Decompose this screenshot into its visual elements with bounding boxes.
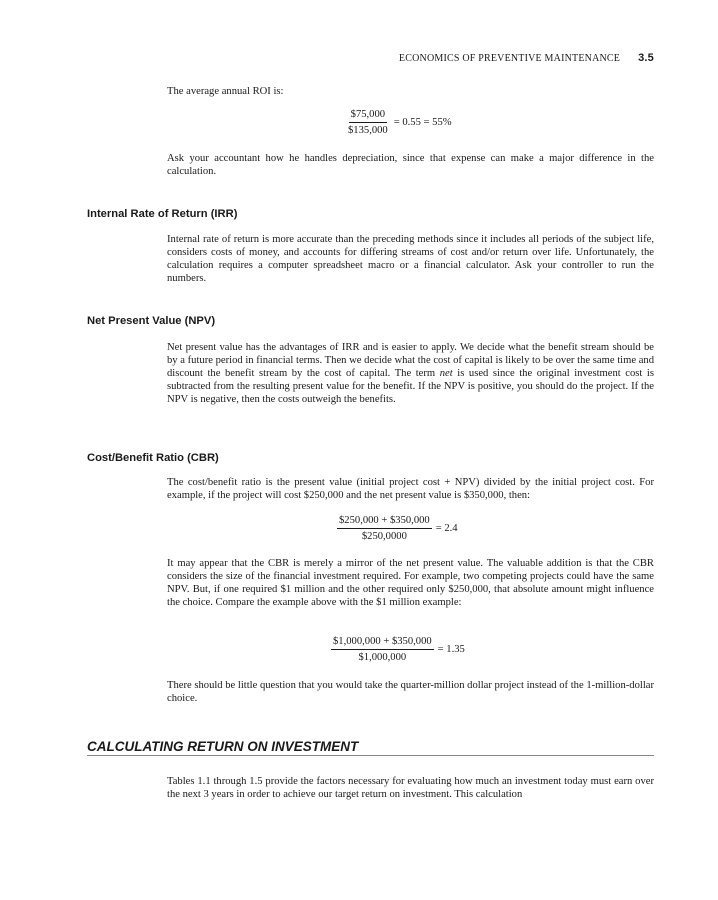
- roi-eq-numerator: $75,000: [349, 109, 387, 123]
- cbr-eq2-numerator: $1,000,000 + $350,000: [331, 636, 434, 650]
- roi-eq-result: = 0.55 = 55%: [393, 117, 452, 128]
- running-head: [0, 52, 654, 64]
- cbr-paragraph-3: There should be little question that you would take the quarter-million dollar project instead of the 1-million-dollar choice.: [167, 680, 654, 705]
- cbr-eq2-denominator: $1,000,000: [358, 652, 407, 663]
- cbr-eq1-fraction: [337, 515, 432, 542]
- cbr-paragraph-2: It may appear that the CBR is merely a mirror of the net present value. The valuable addition is that the CBR considers the size of the financial investment required. For example, two competing projects could have the same NPV. But, if one required $1 million and the other required only $250,000, that absolute amount might influence the choice. Compare the example above with the $1 million example:: [167, 558, 654, 609]
- npv-heading: Net Present Value (NPV): [87, 315, 216, 327]
- cbr-eq2-result: = 1.35: [437, 644, 465, 655]
- npv-paragraph-emphasis: net: [439, 368, 453, 380]
- cbr-eq1-denominator: $250,0000: [361, 531, 407, 542]
- roi-equation: [346, 109, 452, 136]
- cbr-paragraph-1: The cost/benefit ratio is the present value (initial project cost + NPV) divided by the initial project cost. For example, if the project will cost $250,000 and the net present value is $350,000, then:: [167, 477, 654, 502]
- cbr-equation-2: [331, 636, 465, 663]
- calculating-roi-heading: CALCULATING RETURN ON INVESTMENT: [87, 739, 654, 756]
- roi-eq-denominator: $135,000: [348, 125, 388, 136]
- npv-paragraph: [167, 341, 654, 406]
- running-head-title: ECONOMICS OF PREVENTIVE MAINTENANCE: [398, 53, 621, 64]
- npv-paragraph-part2: is used since the original investment cost is subtracted from the resulting present value for the benefit. If the NPV is positive, you should do the project. If the NPV is negative, then the costs outweigh the benefits.: [167, 368, 654, 406]
- roi-note: Ask your accountant how he handles depreciation, since that expense can make a major difference in the calculation.: [167, 153, 654, 178]
- roi-intro: The average annual ROI is:: [167, 86, 284, 97]
- cbr-heading: Cost/Benefit Ratio (CBR): [87, 452, 219, 464]
- page-number: 3.5: [638, 52, 654, 64]
- roi-fraction: [346, 109, 390, 136]
- cbr-equation-1: [337, 515, 458, 542]
- cbr-eq1-numerator: $250,000 + $350,000: [337, 515, 432, 529]
- irr-paragraph: Internal rate of return is more accurate than the preceding methods since it includes all periods of the subject life, considers costs of money, and accounts for differing streams of cost and/or return over life. Unfortunately, the calculation requires a computer spreadsheet macro or a financial calculator. Ask your controller to run the numbers.: [167, 234, 654, 285]
- cbr-eq1-result: = 2.4: [435, 523, 458, 534]
- npv-paragraph-part1: Net present value has the advantages of IRR and is easier to apply. We decide what the benefit stream should be by a future period in financial terms. Then we decide what the cost of capital is likely to be over the same time and discount the benefit stream by the cost of capital. The term: [167, 342, 654, 380]
- calculating-roi-paragraph: Tables 1.1 through 1.5 provide the factors necessary for evaluating how much an investment today must earn over the next 3 years in order to achieve our target return on investment. This calculation: [167, 776, 654, 801]
- cbr-eq2-fraction: [331, 636, 434, 663]
- irr-heading: Internal Rate of Return (IRR): [87, 208, 238, 220]
